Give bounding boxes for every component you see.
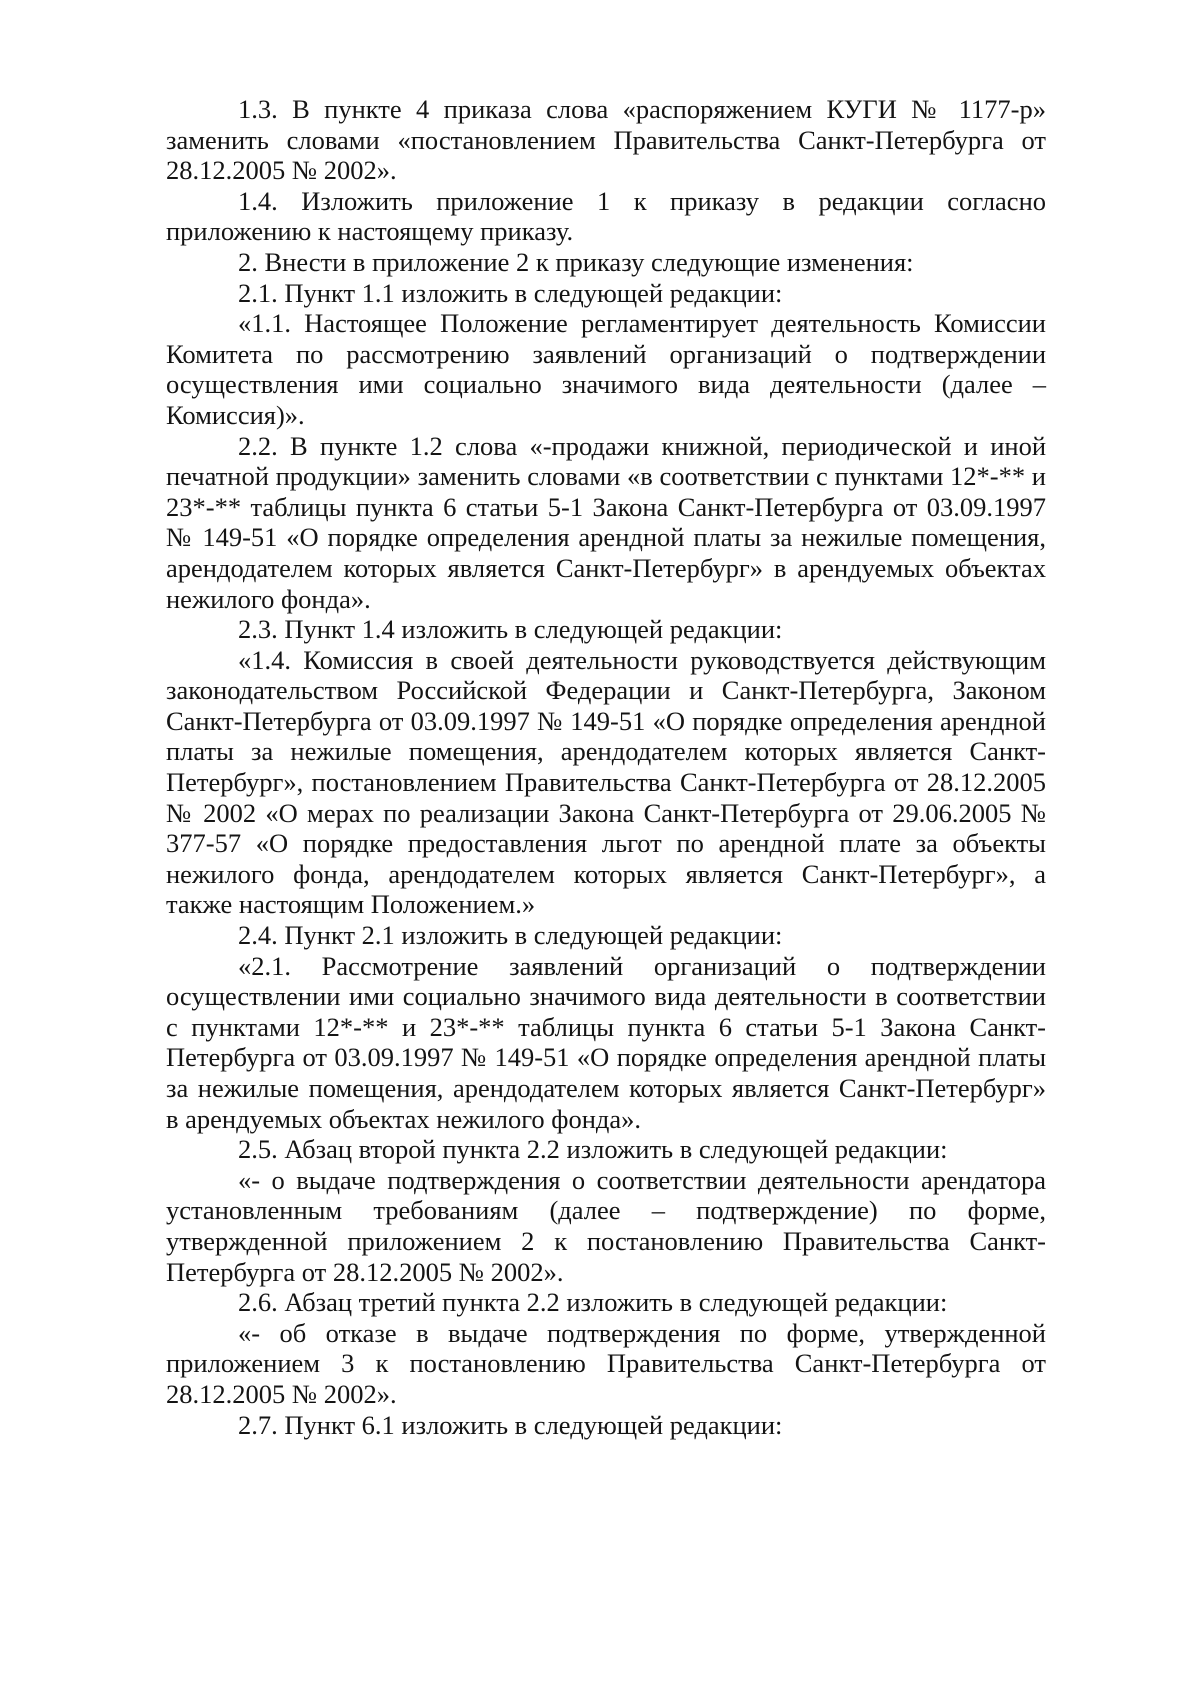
paragraph-2: 2. Внести в приложение 2 к приказу следующие изменения: bbox=[238, 246, 914, 277]
paragraph-2-3-text: «1.4. Комиссия в своей деятельности руководствуется действующим законодательством Российской Федерации и Санкт-Петербурга, Законом Санкт-Петербурга от 03.09.1997 № 149-51 «О порядке определения арендной платы за нежилые помещения, арендодателем которых является Санкт-Петербург», постановлением Правительства Санкт-Петербурга от 28.12.2005 № 2002 «О мерах по реализации Закона Санкт-Петербурга от 29.06.2005 № 377-57 «О порядке предоставления льгот по арендной плате за объекты нежилого фонда, арендодателем которых является Санкт-Петербург», а также настоящим Положением.» bbox=[166, 644, 1046, 920]
paragraph-1-3: 1.3. В пункте 4 приказа слова «распоряжением КУГИ № 1177-р» заменить словами «постановлением Правительства Санкт-Петербурга от 28.12.2005 № 2002». bbox=[166, 94, 1046, 186]
paragraph-2-4: 2.4. Пункт 2.1 изложить в следующей редакции: bbox=[238, 920, 783, 951]
paragraph-2-1: 2.1. Пункт 1.1 изложить в следующей редакции: bbox=[238, 277, 783, 308]
paragraph-2-3: 2.3. Пункт 1.4 изложить в следующей редакции: bbox=[238, 614, 783, 645]
paragraph-2-5: 2.5. Абзац второй пункта 2.2 изложить в следующей редакции: bbox=[238, 1134, 948, 1165]
paragraph-2-1-text: «1.1. Настоящее Положение регламентирует деятельность Комиссии Комитета по рассмотрению заявлений организаций о подтверждении осуществления ими социально значимого вида деятельности (далее – Комиссия)». bbox=[166, 308, 1046, 430]
document-page bbox=[166, 94, 1046, 1440]
paragraph-2-2: 2.2. В пункте 1.2 слова «-продажи книжной, периодической и иной печатной продукции» заменить словами «в соответствии с пунктами 12*-** и 23*-** таблицы пункта 6 статьи 5-1 Закона Санкт-Петербурга от 03.09.1997 № 149-51 «О порядке определения арендной платы за нежилые помещения, арендодателем которых является Санкт-Петербург» в арендуемых объектах нежилого фонда». bbox=[166, 430, 1046, 614]
paragraph-2-6-text: «- об отказе в выдаче подтверждения по форме, утвержденной приложением 3 к постановлению Правительства Санкт-Петербурга от 28.12.2005 № 2002». bbox=[166, 1317, 1046, 1409]
paragraph-2-4-text: «2.1. Рассмотрение заявлений организаций о подтверждении осуществлении ими социально значимого вида деятельности в соответствии с пунктами 12*-** и 23*-** таблицы пункта 6 статьи 5-1 Закона Санкт-Петербурга от 03.09.1997 № 149-51 «О порядке определения арендной платы за нежилые помещения, арендодателем которых является Санкт-Петербург» в арендуемых объектах нежилого фонда». bbox=[166, 950, 1046, 1134]
paragraph-2-7: 2.7. Пункт 6.1 изложить в следующей редакции: bbox=[238, 1409, 783, 1440]
paragraph-2-5-text: «- о выдаче подтверждения о соответствии деятельности арендатора установленным требованиям (далее – подтверждение) по форме, утвержденной приложением 2 к постановлению Правительства Санкт-Петербурга от 28.12.2005 № 2002». bbox=[166, 1164, 1046, 1287]
paragraph-2-6: 2.6. Абзац третий пункта 2.2 изложить в следующей редакции: bbox=[238, 1287, 948, 1318]
paragraph-1-4: 1.4. Изложить приложение 1 к приказу в редакции согласно приложению к настоящему приказу. bbox=[166, 185, 1046, 247]
